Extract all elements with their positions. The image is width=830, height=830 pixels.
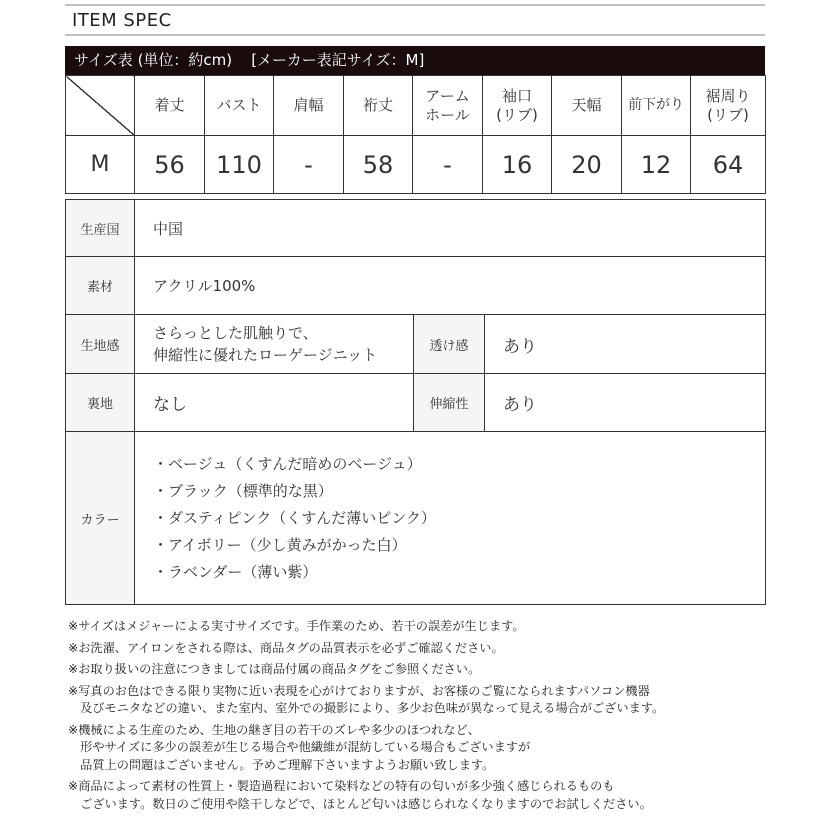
title-bar [65, 4, 765, 36]
size-value: - [413, 136, 483, 194]
size-table [65, 75, 766, 194]
color-list [135, 432, 766, 605]
stretch-label: 伸縮性 [414, 374, 485, 432]
color-item: ・ベージュ（くすんだ暗めのベージュ） [153, 454, 422, 473]
texture-value: さらっとした肌触りで、 伸縮性に優れたローゲージニット [135, 315, 414, 374]
size-label: M [66, 136, 135, 194]
sheer-label: 透け感 [414, 315, 485, 374]
size-table-corner [66, 76, 135, 136]
info-row-colors [66, 432, 766, 605]
size-value: 56 [135, 136, 205, 194]
column-header: 袖口 (リブ) [483, 76, 552, 136]
stretch-value: あり [485, 374, 766, 432]
column-header: 天幅 [552, 76, 622, 136]
note: ※商品によって素材の性質上・製造過程において染料などの特有の匂いが多少強く感じられるものも ございます。数日のご使用や陰干しなどで、ほとんど匂いは感じられなくなりますのでお試しください。 [68, 779, 652, 811]
color-item: ・ラベンダー（薄い紫） [153, 562, 318, 581]
notes [68, 618, 768, 817]
material-label: 素材 [66, 257, 135, 315]
size-value: 58 [344, 136, 413, 194]
size-value: 64 [691, 136, 766, 194]
origin-value: 中国 [135, 200, 766, 257]
size-value: 12 [622, 136, 691, 194]
column-header: バスト [205, 76, 274, 136]
note: ※機械による生産のため、生地の継ぎ目の若干のズレや多少のほつれなど、 形やサイズに多少の誤差が生じる場合や他繊維が混紡している場合もございますが 品質上の問題はございません。予めご理解下さいますようお願い致します。 [68, 722, 531, 772]
lining-value: なし [135, 374, 414, 432]
column-header: 前下がり [622, 76, 691, 136]
material-value: アクリル100% [135, 257, 766, 315]
texture-label: 生地感 [66, 315, 135, 374]
color-item: ・ダスティピンク（くすんだ薄いピンク） [153, 508, 436, 527]
info-row-texture [66, 315, 766, 374]
note: ※お取り扱いの注意につきましては商品付属の商品タグをご参照ください。 [68, 662, 481, 676]
note: ※サイズはメジャーによる実寸サイズです。手作業のため、若干の誤差が生じます。 [68, 619, 525, 633]
column-header: アーム ホール [413, 76, 483, 136]
color-item: ・ブラック（標準的な黒） [153, 481, 333, 500]
origin-label: 生産国 [66, 200, 135, 257]
column-header: 肩幅 [274, 76, 344, 136]
info-row-material [66, 257, 766, 315]
color-label: カラー [66, 432, 135, 605]
lining-label: 裏地 [66, 374, 135, 432]
color-item: ・アイボリー（少し黄みがかった白） [153, 535, 407, 554]
size-value: - [274, 136, 344, 194]
size-table-row [66, 136, 766, 194]
note: ※お洗濯、アイロンをされる際は、商品タグの品質表示を必ずご確認ください。 [68, 640, 504, 655]
size-value: 16 [483, 136, 552, 194]
info-table [65, 199, 766, 605]
size-table-caption: サイズ表 (単位：約cm) [メーカー表記サイズ：M] [65, 46, 765, 75]
note: ※写真のお色はできる限り実物に近い表現を心がけておりますが、お客様のご覧になられますパソコン機器 及びモニタなどの違い、また室内、室外での撮影により、多少お色味が異なって見える場合がございます。 [68, 683, 665, 715]
page-title: ITEM SPEC [72, 10, 172, 31]
info-row-origin [66, 200, 766, 257]
column-header: 裄丈 [344, 76, 413, 136]
size-value: 110 [205, 136, 274, 194]
column-header: 裾周り (リブ) [691, 76, 766, 136]
column-header: 着丈 [135, 76, 205, 136]
size-table-header-row [66, 76, 766, 136]
sheer-value: あり [485, 315, 766, 374]
info-row-lining [66, 374, 766, 432]
size-value: 20 [552, 136, 622, 194]
